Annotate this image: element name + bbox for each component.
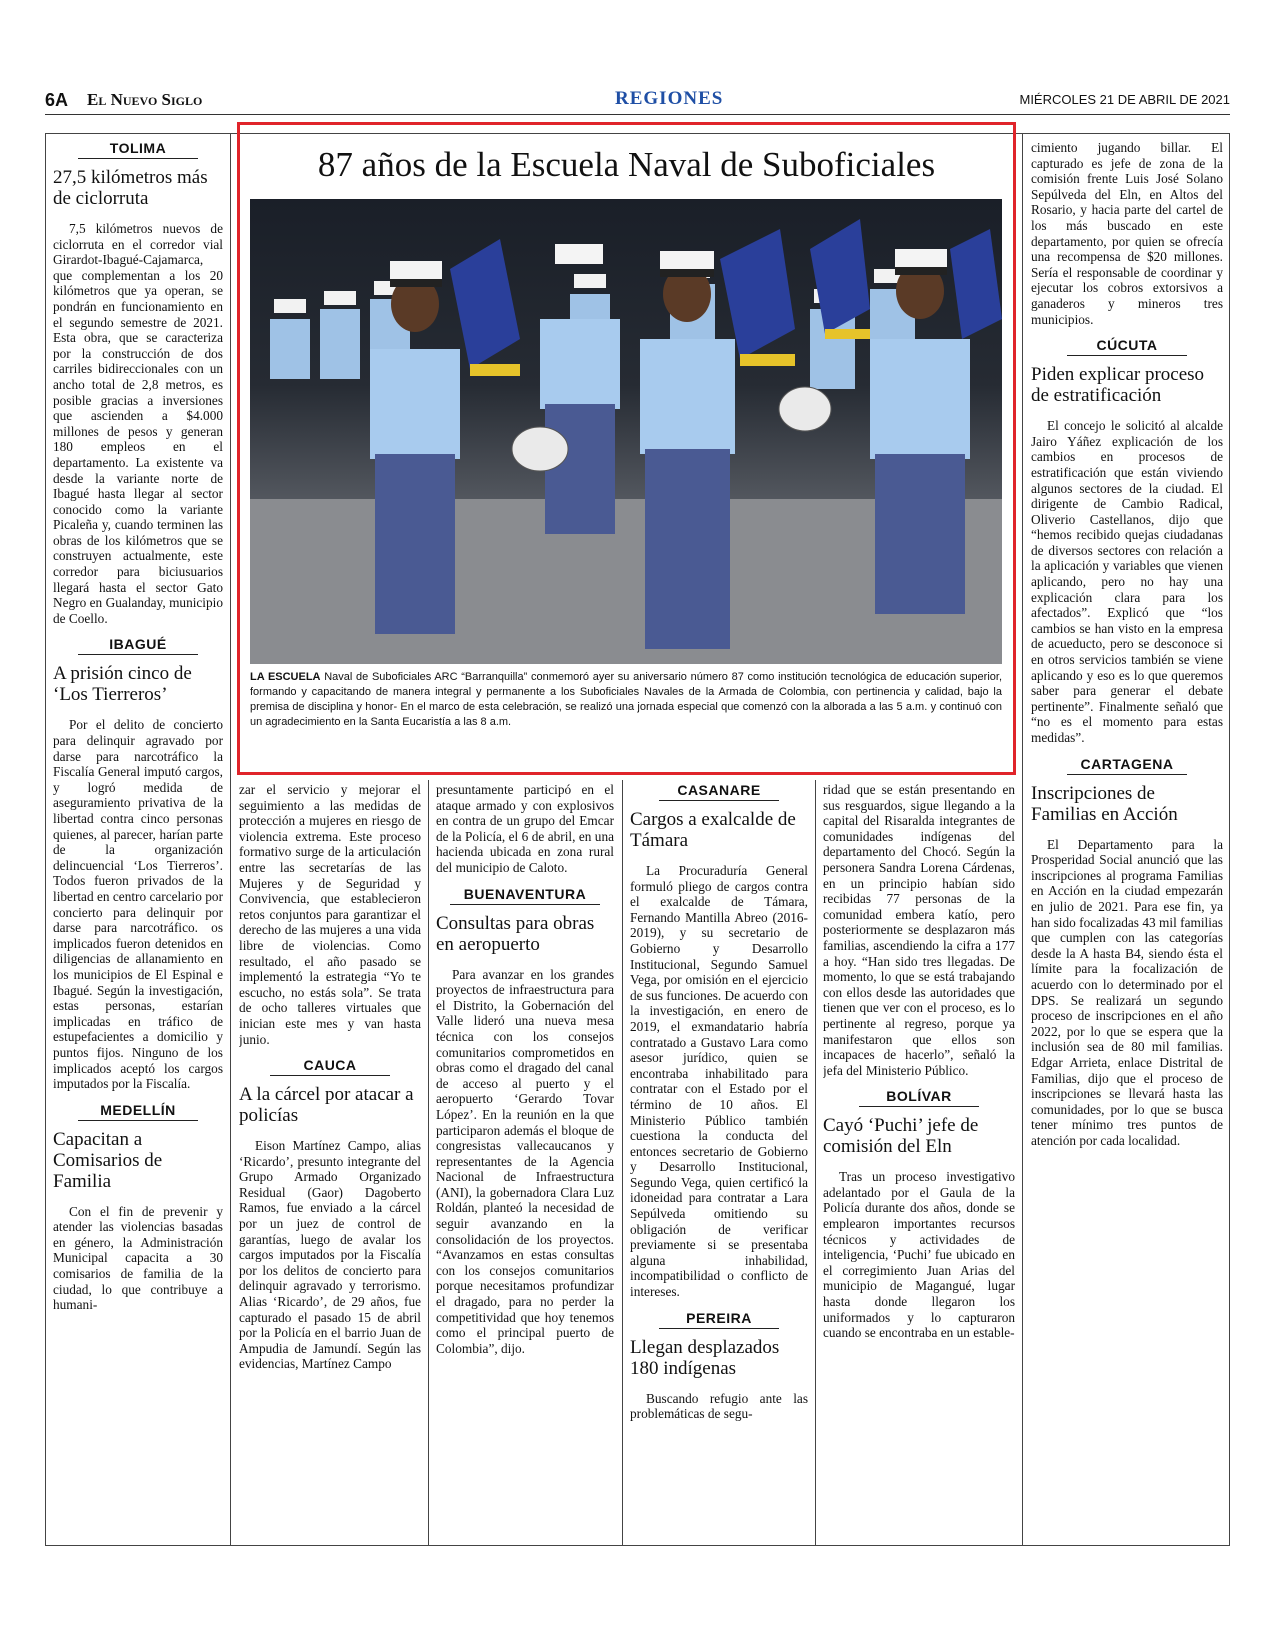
body-medellin: Con el fin de prevenir y atender las violencias basadas en género, la Administración Municipal capacita a 30 comisarios de familia de la ciudad, lo que contribuye a humani- <box>53 1203 223 1313</box>
column-6 <box>1031 140 1223 1542</box>
column-1 <box>53 140 223 1542</box>
headline-tolima: 27,5 kilómetros más de ciclorruta <box>53 167 208 209</box>
body-cartagena: El Departamento para la Prosperidad Social anunció que las inscripciones al programa Familias en Acción en la ciudad empezarán en julio de 2021. Para ese fin, ya han sido focalizadas 43 mil familias que cumplen con las categorías desde la A hasta B4, siendo ésta el límite para la focalización de acuerdo con lo determinado por el DPS. Se realizará un segundo proceso de inscripciones en el año 2022, por lo que se espera que la inclusión sea de 80 mil familias. Edgar Arrieta, enlace Distrital de Familias, dijo que el proceso de inscripciones se llevará hasta las comunidades, por lo que se busca tener mínimo tres puntos de atención por cada localidad. <box>1031 836 1223 1148</box>
column-2 <box>239 782 421 1542</box>
kicker-buenaventura: BUENAVENTURA <box>450 886 600 905</box>
article-tolima <box>53 140 223 626</box>
body-bolivar: Tras un proceso investigativo adelantado por el Gaula de la Policía durante dos años, donde se emplearon importantes recursos técnicos y actividades de inteligencia, ‘Puchi’ fue ubicado en el corregimiento Juan Arias del municipio de Magangué, lugar hasta donde llegaron los uniformados y lo capturaron cuando se encontraba en un estable- <box>823 1169 1015 1341</box>
article-cauca <box>239 1057 421 1372</box>
kicker-casanare: CASANARE <box>659 782 779 801</box>
feature-caption <box>250 670 1002 730</box>
issue-date: MIÉRCOLES 21 DE ABRIL DE 2021 <box>1019 92 1230 107</box>
headline-bolivar: Cayó ‘Puchi’ jefe de comisión del Eln <box>823 1115 979 1158</box>
body-bolivar-cont: cimiento jugando billar. El capturado es jefe de zona de la comisión frente Luis José Solano Sepúlveda del Eln, en Altos del Rosario, y hacia parte del cartel de los más buscado en este departamento, por quien se ofrecía una recompensa de $20 millones. Sería el responsable de coordinar y ejecutar los cobros extorsivos a ganaderos y mineros tres municipios. <box>1031 140 1223 327</box>
header-rule <box>45 114 1230 115</box>
kicker-cucuta: CÚCUTA <box>1067 337 1187 356</box>
column-4 <box>630 782 808 1542</box>
kicker-tolima: TOLIMA <box>78 140 198 159</box>
publication-name: El Nuevo Siglo <box>87 90 203 109</box>
body-buenaventura: Para avanzar en los grandes proyectos de infraestructura para el Distrito, la Gobernación del Valle lideró una nueva mesa técnica con los consejos comunitarios comprometidos en obras como el dragado del canal de acceso al puerto y el aeropuerto ‘Gerardo Tovar López’. En la reunión en la que participaron además el bloque de congresistas vallecaucanos y representantes de la Agencia Nacional de Infraestructura (ANI), la gobernadora Clara Luz Roldán, planteó la necesidad de seguir avanzando en la consolidación de los proyectos. “Avanzamos en estas consultas con los consejos comunitarios porque necesitamos profundizar el dragado, para no perder la competitividad que hoy tenemos como el principal puerto de Colombia”, dijo. <box>436 966 614 1356</box>
section-title: REGIONES <box>615 88 724 109</box>
headline-cartagena: Inscripciones de Familias en Acción <box>1031 782 1178 825</box>
kicker-cauca: CAUCA <box>270 1057 390 1076</box>
body-pereira: Buscando refugio ante las problemáticas de segu- <box>630 1390 808 1422</box>
kicker-ibague: IBAGUÉ <box>78 636 198 655</box>
article-ibague <box>53 636 223 1091</box>
column-divider <box>815 780 816 1546</box>
headline-buenaventura: Consultas para obras en aeropuerto <box>436 912 595 955</box>
headline-ibague: A prisión cinco de ‘Los Tierreros’ <box>53 663 192 706</box>
headline-pereira: Llegan desplazados 180 indígenas <box>630 1336 780 1379</box>
article-casanare <box>630 782 808 1300</box>
article-medellin <box>53 1102 223 1313</box>
column-divider <box>230 133 231 1546</box>
article-pereira <box>630 1310 808 1422</box>
marching-sailors-photo <box>250 199 1002 664</box>
body-casanare: La Procuraduría General formuló pliego de cargos contra el exalcalde de Támara, Fernando Mantilla Abreo (2016-2019), y su secretario de Gobierno y Desarrollo Institucional, Segundo Samuel Vega, por omisión en el ejercicio de sus funciones. De acuerdo con la investigación, en enero de 2019, el exmandatario habría contratado a Gustavo Lara como asesor jurídico, quien se encontraba inhabilitado para contratar con el Estado por el término de 10 años. El Ministerio Público también cuestiona la conducta del entonces secretario de Gobierno y Desarrollo Institucional, Segundo Vega, quien certificó la idoneidad para contratar a Lara Sepúlveda omitiendo su obligación de verificar previamente si se presentaba alguna inhabilidad, incompatibilidad o conflicto de intereses. <box>630 863 808 1300</box>
headline-casanare: Cargos a exalcalde de Támara <box>630 809 796 851</box>
column-divider <box>622 780 623 1546</box>
column-3 <box>436 782 614 1542</box>
feature-title: 87 años de la Escuela Naval de Suboficiales <box>317 145 936 184</box>
body-cauca-cont: presuntamente participó en el ataque armado y con explosivos en contra de un grupo del Emcar de la Policía, el 6 de abril, en una hacienda ubicada en zona rural del municipio de Caloto. <box>436 782 614 875</box>
article-cartagena <box>1031 756 1223 1149</box>
page-header <box>45 88 1230 114</box>
body-cucuta: El concejo le solicitó al alcalde Jairo Yáñez explicación de los cambios en procesos de estratificación que están viviendo algunos sectores de la ciudad. El dirigente de Cambio Radical, Oliverio Castellanos, dijo que “hemos recibido quejas ciudadanas de diversos sectores con relación a la aplicación y variables que vienen aplicando, pero no hay una explicación clara para los afectados”. Explicó que “los cambios se han visto en la empresa de acueducto, pero se desconoce si en otros servicios también se viene aplicando y eso es lo que queremos saber para generar el debate pertinente”. Finalmente señaló que “no es el momento para estas medidas”. <box>1031 418 1223 745</box>
kicker-bolivar: BOLÍVAR <box>859 1088 979 1107</box>
column-divider <box>1022 133 1023 1546</box>
caption-text: Naval de Suboficiales ARC “Barranquilla” conmemoró ayer su aniversario número 87 como institución tecnológica de educación superior, formando y capacitando de manera integral y permanente a los Suboficiales Navales de la Armada de Colombia, con pertinencia y calidad, bajo la premisa de disciplina y honor- En el marco de esta celebración, se realizó una jornada especial que comenzó con la alborada a las 5 a.m. y continuó con un agradecimiento en la Santa Eucaristía a las 8 a.m. <box>250 671 1002 728</box>
headline-cauca: A la cárcel por atacar a policías <box>239 1084 414 1127</box>
column-divider <box>428 780 429 1546</box>
feature-box <box>237 122 1016 775</box>
body-cauca: Eison Martínez Campo, alias ‘Ricardo’, presunto integrante del Grupo Armado Organizado Residual (Gaor) Dagoberto Ramos, fue enviado a la cárcel por un juez de control de garantías, luego de avalar los cargos imputados por la Fiscalía por los delitos de concierto para delinquir agravado y terrorismo. Alias ‘Ricardo’, de 29 años, fue capturado el pasado 15 de abril por la Policía en el barrio Juan de Ampudia de Jamundí. Según las evidencias, Martínez Campo <box>239 1138 421 1372</box>
body-tolima: 7,5 kilómetros nuevos de ciclorruta en el corredor vial Girardot-Ibagué-Cajamarca, que complementan a los 20 kilómetros que ya operan, se pondrán en funcionamiento en el segundo semestre de 2021. Esta obra, que se caracteriza por la construcción de dos carriles bidireccionales con un ancho total de 2,8 metros, es posible gracias a inversiones que ascienden a $4.000 millones de pesos y generan 180 empleos en el departamento. La existente va desde la variante norte de Ibagué hasta llegar al sector conocido como la variante Picaleña y, cuando terminen las obras de los kilómetros que se construyen actualmente, este corredor para biciusuarios llegará hasta el sector Gato Negro en Gualanday, municipio de Coello. <box>53 221 223 626</box>
kicker-medellin: MEDELLÍN <box>78 1102 198 1121</box>
article-cucuta <box>1031 337 1223 745</box>
article-buenaventura <box>436 886 614 1357</box>
body-medellin-cont: zar el servicio y mejorar el seguimiento a las medidas de protección a mujeres en riesgo de violencia extrema. Este proceso formativo surge de la articulación entre las secretarías de las Mujeres y de Seguridad y Convivencia, que establecieron retos conjuntos para garantizar el derecho de las mujeres a una vida libre de violencias. Como resultado, el año pasado se implementó la estrategia “Yo te escucho, no estás sola”. Se trata de ocho talleres virtuales que inician este mes y van hasta junio. <box>239 782 421 1047</box>
column-5 <box>823 782 1015 1542</box>
body-ibague: Por el delito de concierto para delinquir agravado por darse para narcotráfico la Fiscalía General imputó cargos, y logró medida de aseguramiento privativa de la libertad contra cinco personas quienes, al parecer, harían parte de la organización delincuencial ‘Los Tierreros’. Todos fueron privados de la libertad en centro carcelario por concierto para delinquir por darse para narcotráfico. os implicados fueron detenidos en diligencias de allanamiento en los municipios de El Espinal e Ibagué. Según la investigación, estas personas, estarían implicadas en tráfico de estupefacientes a domicilio y puntos fijos. Ninguno de los implicados aceptó los cargos imputados por la Fiscalía. <box>53 717 223 1092</box>
headline-medellin: Capacitan a Comisarios de Familia <box>53 1128 163 1192</box>
kicker-pereira: PEREIRA <box>659 1310 779 1329</box>
caption-lead: LA ESCUELA <box>250 671 321 683</box>
page-number: 6A <box>45 90 69 110</box>
kicker-cartagena: CARTAGENA <box>1067 756 1187 775</box>
headline-cucuta: Piden explicar proceso de estratificación <box>1031 364 1205 407</box>
feature-photo <box>250 199 1002 664</box>
article-bolivar <box>823 1088 1015 1341</box>
body-pereira-cont: ridad que se están presentando en sus resguardos, sigue llegando a la capital del Risaralda integrantes de comunidades indígenas del departamento del Chocó. Según la personera Sandra Lorena Cárdenas, en un principio habían sido recibidas 77 personas de la comunidad embera katío, pero posteriormente se desplazaron más familias, ascendiendo la cifra a 177 a hoy. “Han sido tres llegadas. De momento, lo que se está trabajando con ellos desde las autoridades que tienen que ver con el proceso, es lo pertinente al regreso, porque ya manifestaron que ellos son incapaces de hacerlo”, señaló la jefa del Ministerio Público. <box>823 782 1015 1078</box>
